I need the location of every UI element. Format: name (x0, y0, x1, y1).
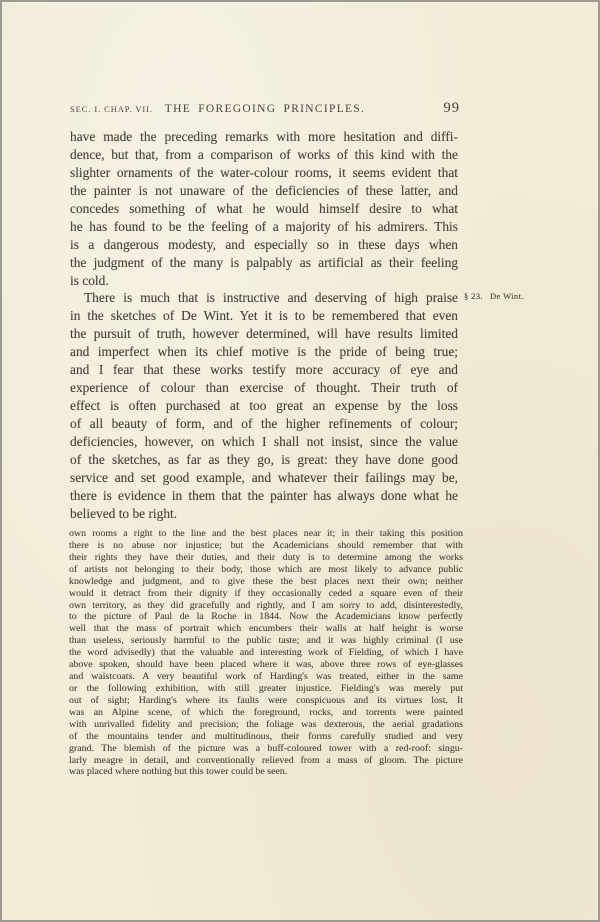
header-running-title: THE FOREGOING PRINCIPLES. (164, 103, 366, 115)
text-line: effect is often purchased at too great an expense by the loss (70, 398, 458, 414)
text-line: in the sketches of De Wint. Yet it is to be remembered that even (70, 308, 458, 324)
footnote-line: grand. The blemish of the picture was a buff-coloured tower with a red-roof: singu- (69, 742, 463, 754)
footnote-line: to the picture of Paul de la Roche in 1844. Now the Academicians know perfectly (69, 611, 463, 623)
text-line: concedes something of what he would himself desire to what (70, 200, 458, 216)
footnote-line: than useless, seriously harmful to the public taste; and it was highly criminal (I use (69, 635, 463, 647)
paragraph (70, 128, 458, 289)
page-number: 99 (443, 100, 460, 116)
footnote-line: well that the mass of portrait which encumbers their walls at half height is worse (69, 623, 463, 635)
text-line: of all beauty of form, and of the higher refinements of colour; (70, 416, 458, 431)
text-line: experience of colour than exercise of thought. Their truth of (70, 380, 458, 396)
text-line: is a dangerous modesty, and especially so in these days when (70, 236, 458, 252)
footnote-block (69, 528, 463, 778)
footnote-line: or the following exhibition, with still greater injustice. Fielding's was merely put (69, 682, 463, 694)
text-line: There is much that is instructive and deserving of high praise (84, 290, 458, 306)
text-line: is cold. (70, 272, 109, 288)
running-header (70, 98, 460, 116)
text-line: and I fear that these works testify more accuracy of eye and (70, 362, 458, 378)
text-line: he has found to be the feeling of a majority of his admirers. This (70, 218, 458, 234)
footnote-line: out of sight; Harding's where its faults were conspicuous and its virtues lost. It (69, 694, 463, 706)
text-line: the judgment of the many is palpably as artificial as their feeling (70, 254, 458, 270)
footnote-line: was an Alpine scene, of which the foreground, rocks, and torrents were painted (69, 706, 463, 718)
text-line: dence, but that, from a comparison of works of this kind with the (70, 146, 458, 162)
text-line: there is evidence in them that the painter has always done what he (70, 487, 458, 503)
text-line: deficiencies, however, on which I shall not insist, since the value (70, 433, 458, 449)
margin-note (464, 291, 584, 301)
footnote-line: with unrivalled fidelity and precision; the foliage was dexterous, the aerial gradations (69, 718, 463, 730)
text-line: slighter ornaments of the water-colour rooms, it seems evident that (70, 164, 458, 180)
text-line: service and set good example, and whatever their failings may be, (70, 469, 458, 485)
text-line: have made the preceding remarks with more hesitation and diffi- (70, 129, 458, 144)
text-line: and imperfect when its chief motive is the pride of being true; (70, 344, 458, 360)
footnote-line: own rooms a right to the line and the best places near it; in their taking this position (69, 528, 463, 539)
footnote-line: knowledge and judgment, and to give these the best places next their own; neither (69, 575, 463, 587)
text-line: believed to be right. (70, 505, 178, 521)
footnote-line: of artists not belonging to their body, those which are most likely to advance public (69, 563, 463, 575)
header-section-chapter: SEC. I. CHAP. VII. (70, 104, 153, 114)
text-line: the pursuit of truth, however determined, will have results limited (70, 326, 458, 342)
footnote-line: and waistcoats. A very beautiful work of Harding's was treated, either in the same (69, 671, 463, 683)
footnote-line: would it detract from their dignity if they occasionally ceded a square even of their (69, 587, 463, 599)
footnote-line: above spoken, should have been placed where it was, above three rows of eye-glasses (69, 659, 463, 671)
footnote-line: their rights they have their duties, and their duty is to determine among the works (69, 551, 463, 563)
margin-note-text: De Wint. (490, 291, 524, 301)
text-line: of the sketches, as far as they go, is great: they have done good (70, 451, 458, 467)
margin-note-section-ref: § 23. (464, 291, 483, 301)
footnote-line: larly meagre in detail, and conventionally relieved from a mass of gloom. The picture (69, 754, 463, 766)
footnote-line: own territory, as they did gracefully and rightly, and I am sorry to add, disinterestedly, (69, 599, 463, 611)
footnote-line: of the mountains tender and multitudinous, their forms carefully studied and very (69, 730, 463, 742)
paragraph (70, 289, 458, 522)
footnote-line: was placed where nothing but this tower could be seen. (69, 766, 288, 778)
text-line: the painter is not unaware of the deficiencies of these latter, and (70, 182, 458, 198)
main-text-block (70, 128, 458, 523)
footnote-line: there is no abuse nor injustice; but the Academicians should remember that with (69, 539, 463, 551)
footnote-line: the word advisedly) that the valuable and interesting work of Fielding, of which I have (69, 647, 463, 659)
